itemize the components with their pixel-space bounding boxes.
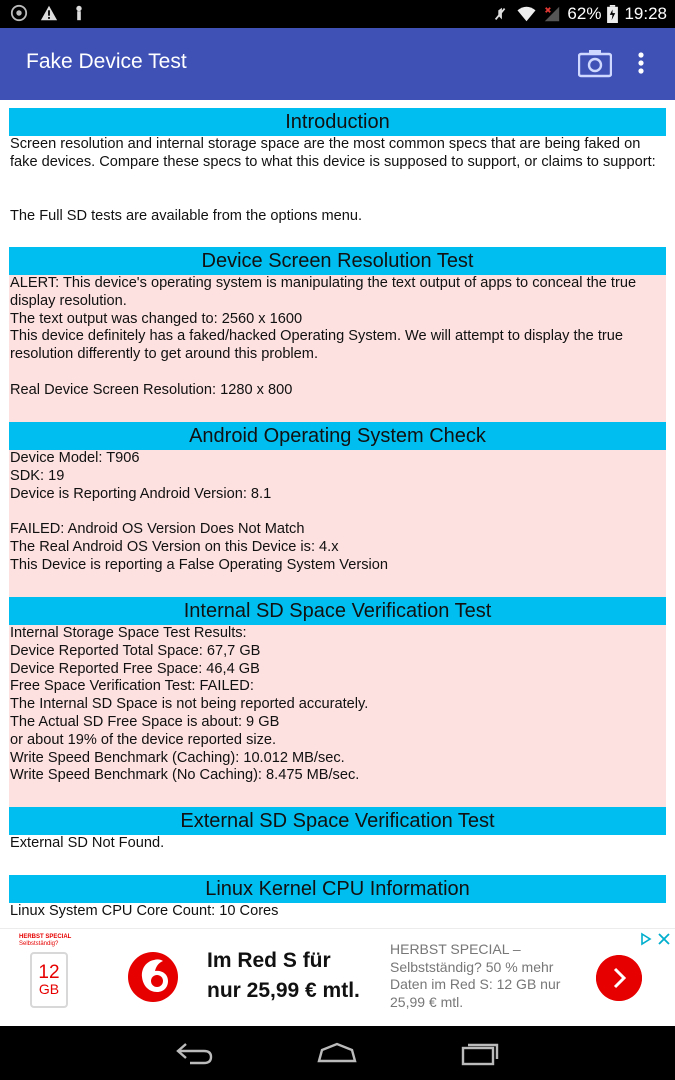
intro-paragraph: Screen resolution and internal storage space are the most common specs that are being faked on fake devices. Compare these specs to what this device is supposed to support, or claims to support: (10, 136, 656, 170)
text-line: Device Model: T906 (10, 450, 140, 466)
back-icon[interactable] (174, 1040, 214, 1066)
text-line: External SD Not Found. (10, 835, 165, 851)
section-body (9, 275, 666, 422)
notification-icon (70, 4, 88, 22)
section-introduction (9, 108, 666, 254)
text-line: This Device is reporting a False Operating System Version (10, 556, 388, 573)
ad-description: HERBST SPECIAL – Selbstständig? 50 % mehr Daten im Red S: 12 GB nur 25,99 € mtl. (390, 941, 561, 1010)
battery-percent: 62% (567, 4, 602, 23)
battery-icon (607, 5, 618, 23)
text-line: The Real Android OS Version on this Device is: 4.x (10, 538, 339, 555)
section-title: Introduction (9, 108, 666, 136)
section-android-os (9, 422, 666, 597)
text-line: Internal Storage Space Test Results: (10, 625, 247, 641)
section-body (9, 136, 666, 254)
status-left-icons (10, 4, 88, 22)
text-line: Free Space Verification Test: FAILED: (10, 678, 254, 695)
text-line: The Internal SD Space is not being reported accurately. (10, 696, 369, 713)
home-icon[interactable] (316, 1042, 358, 1064)
text-line: Write Speed Benchmark (No Caching): 8.475 MB/sec. (10, 767, 360, 784)
ad-headline (207, 946, 377, 1006)
ad-headline-line2: nur 25,99 € mtl. (207, 979, 360, 1002)
section-screen-resolution (9, 247, 666, 422)
section-body (9, 450, 666, 597)
navigation-bar (0, 1026, 675, 1080)
section-body (9, 625, 666, 807)
section-cpu-info (9, 875, 666, 918)
section-body (9, 835, 666, 875)
section-title: Linux Kernel CPU Information (9, 875, 666, 903)
vodafone-logo-icon (127, 951, 179, 1003)
sim-gb-number: 12 (38, 962, 60, 983)
text-line: FAILED: Android OS Version Does Not Match (10, 521, 305, 538)
app-title: Fake Device Test (26, 50, 187, 73)
ad-top-label-title: HERBST SPECIAL (19, 934, 72, 940)
camera-icon[interactable] (578, 48, 612, 78)
overflow-menu-icon[interactable] (630, 48, 652, 80)
section-external-sd (9, 807, 666, 875)
status-bar (0, 0, 675, 28)
adchoices-close-icon[interactable] (639, 931, 673, 947)
warning-icon (40, 4, 58, 22)
text-line: Write Speed Benchmark (Caching): 10.012 MB/sec. (10, 749, 345, 766)
section-internal-sd (9, 597, 666, 807)
ad-top-label (19, 934, 71, 948)
recents-icon[interactable] (460, 1040, 500, 1066)
text-line: Device Reported Total Space: 67,7 GB (10, 642, 261, 659)
text-line: The Actual SD Free Space is about: 9 GB (10, 713, 280, 730)
text-line: display resolution. (10, 292, 127, 309)
text-line: SDK: 19 (10, 467, 65, 484)
text-line: resolution differently to get around this problem. (10, 346, 319, 363)
mute-icon (492, 5, 510, 23)
text-line: The text output was changed to: 2560 x 1600 (10, 310, 303, 327)
sim-gb-unit: GB (38, 981, 60, 997)
ad-arrow-button[interactable] (596, 955, 642, 1001)
real-resolution: Real Device Screen Resolution: 1280 x 800 (10, 381, 293, 398)
text-line: This device definitely has a faked/hacked Operating System. We will attempt to display the true (10, 328, 623, 345)
status-right-icons (492, 4, 667, 24)
clock: 19:28 (624, 4, 667, 23)
app-bar (0, 28, 675, 100)
text-line: Device Reported Free Space: 46,4 GB (10, 660, 260, 677)
text-line: ALERT: This device's operating system is manipulating the text output of apps to conceal the true (10, 275, 637, 291)
chrome-icon (10, 4, 28, 22)
section-title: External SD Space Verification Test (9, 807, 666, 835)
text-line: Linux System CPU Core Count: 10 Cores (10, 903, 279, 918)
content-scroll[interactable] (0, 100, 675, 918)
ad-banner[interactable] (0, 928, 675, 1026)
ad-headline-line1: Im Red S für (207, 949, 331, 972)
ad-top-label-sub: Selbstständig? (19, 941, 59, 947)
section-title: Internal SD Space Verification Test (9, 597, 666, 625)
wifi-icon (516, 5, 537, 23)
text-line: or about 19% of the device reported size. (10, 731, 277, 748)
sim-card-icon (30, 952, 68, 1008)
section-title: Android Operating System Check (9, 422, 666, 450)
section-body (9, 903, 666, 918)
text-line: Device is Reporting Android Version: 8.1 (10, 485, 272, 502)
intro-note: The Full SD tests are available from the options menu. (10, 207, 363, 224)
section-title: Device Screen Resolution Test (9, 247, 666, 275)
no-signal-icon (543, 5, 561, 23)
